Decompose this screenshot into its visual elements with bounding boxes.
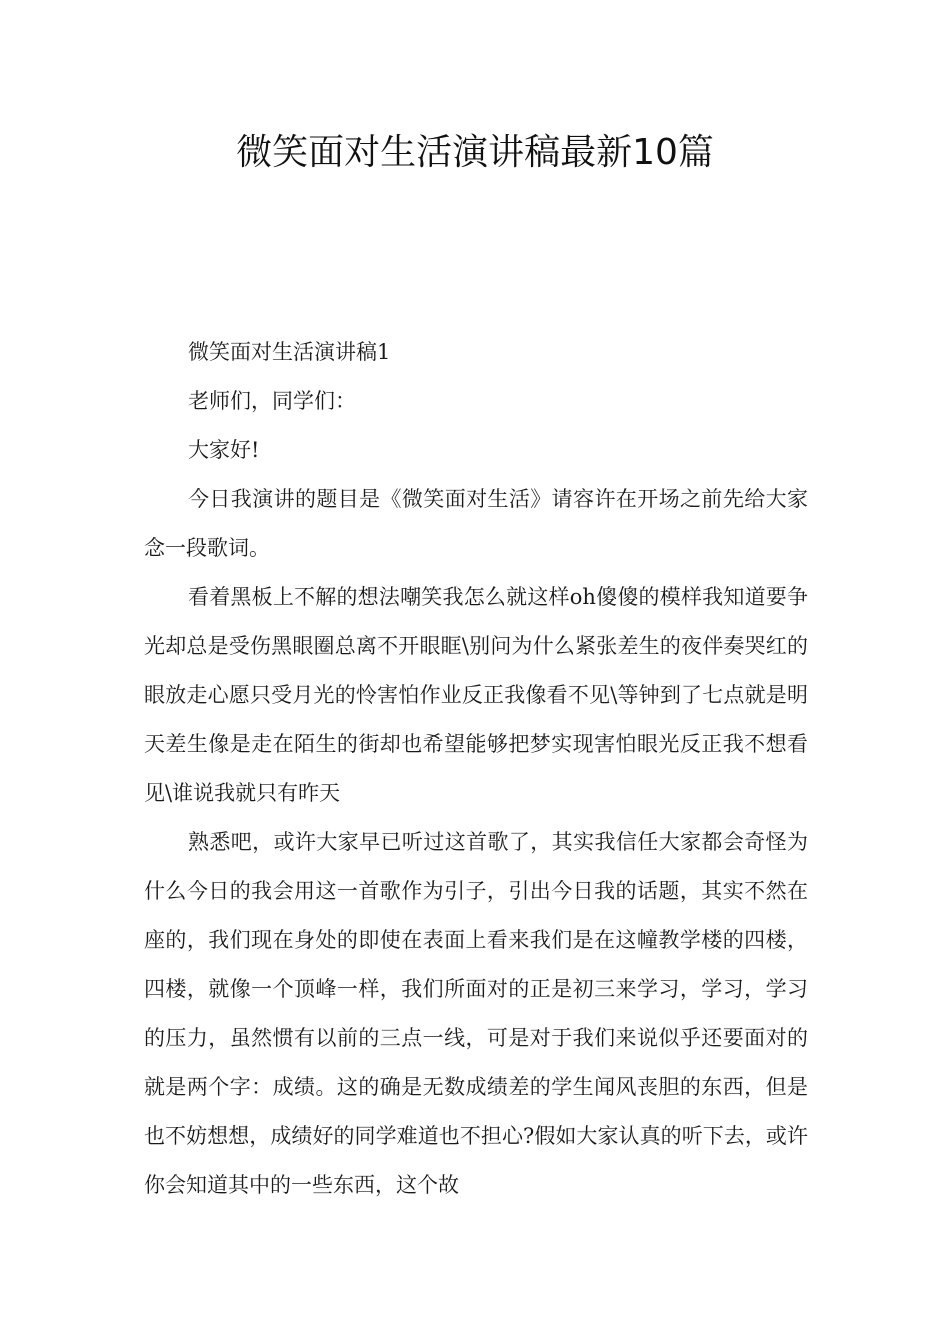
section-heading: 微笑面对生活演讲稿1 xyxy=(188,340,391,364)
document-title: 微笑面对生活演讲稿最新10篇 xyxy=(236,132,714,173)
paragraph: 今日我演讲的题目是《微笑面对生活》请容许在开场之前先给大家念一段歌词。 xyxy=(144,487,808,560)
salutation: 老师们，同学们： xyxy=(188,389,356,413)
greeting: 大家好! xyxy=(188,438,260,462)
paragraph: 熟悉吧，或许大家早已听过这首歌了，其实我信任大家都会奇怪为什么今日的我会用这一首歌作为引子，引出今日我的话题，其实不然在座的，我们现在身处的即使在表面上看来我们是在这幢教学楼的四楼，四楼，就像一个顶峰一样，我们所面对的正是初三来学习，学习，学习的压力，虽然惯有以前的三点一线，可是对于我们来说似乎还要面对的就是两个字：成绩。这的确是无数成绩差的学生闻风丧胆的东西，但是也不妨想想，成绩好的同学难道也不担心?假如大家认真的听下去，或许你会知道其中的一些东西，这个故 xyxy=(144,830,808,1197)
document-body xyxy=(144,328,808,1210)
lyrics-paragraph: 看着黑板上不解的想法嘲笑我怎么就这样oh傻傻的模样我知道要争光却总是受伤黑眼圈总离不开眼眶\别问为什么紧张差生的夜伴奏哭红的眼放走心愿只受月光的怜害怕作业反正我像看不见\等钟到了七点就是明天差生像是走在陌生的街却也希望能够把梦实现害怕眼光反正我不想看见\谁说我就只有昨天 xyxy=(144,585,808,805)
